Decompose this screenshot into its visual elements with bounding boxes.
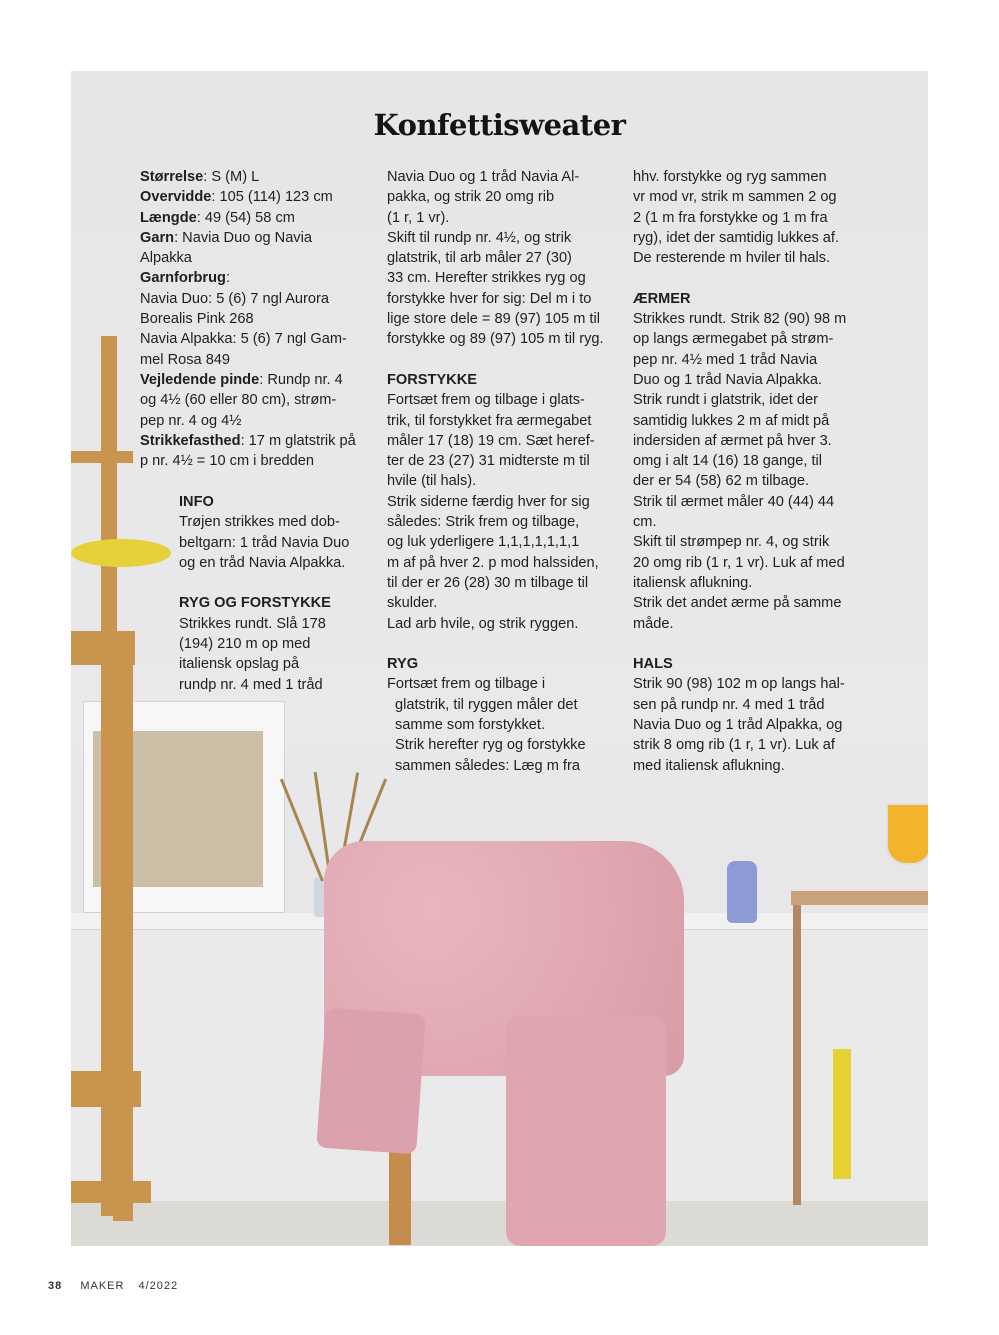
column-1 bbox=[140, 167, 356, 471]
magazine-name: MAKER bbox=[80, 1280, 125, 1292]
spec-line: p nr. 4½ = 10 cm i bredden bbox=[140, 453, 315, 470]
text-line: italiensk aflukning. bbox=[633, 574, 753, 591]
text-line: samme som forstykket. bbox=[395, 717, 546, 734]
text-line: beltgarn: 1 tråd Navia Duo bbox=[179, 534, 350, 551]
text-line: 2 (1 m fra forstykke og 1 m fra bbox=[633, 209, 828, 226]
text-line: cm. bbox=[633, 514, 657, 531]
banana bbox=[71, 539, 171, 567]
column-3 bbox=[633, 167, 846, 776]
text-line: Lad arb hvile, og strik ryggen. bbox=[387, 615, 579, 632]
spec-line: Borealis Pink 268 bbox=[140, 311, 254, 328]
blue-bottle bbox=[727, 861, 757, 923]
text-line: 20 omg rib (1 r, 1 vr). Luk af med bbox=[633, 554, 845, 571]
sweater-body bbox=[506, 1016, 666, 1246]
text-line: 33 cm. Herefter strikkes ryg og bbox=[387, 270, 586, 287]
text-line: ter de 23 (27) 31 midterste m til bbox=[387, 453, 590, 470]
text-line: til der er 26 (28) 30 m tilbage til bbox=[387, 574, 589, 591]
text-line: m af på hver 2. p mod halssiden, bbox=[387, 554, 599, 571]
text-line: Strik til ærmet måler 40 (44) 44 bbox=[633, 493, 835, 510]
spec-line: pep nr. 4 og 4½ bbox=[140, 412, 242, 429]
section-heading-aermer: ÆRMER bbox=[633, 290, 691, 307]
page-title: Konfettisweater bbox=[373, 108, 626, 142]
spec-line: Overvidde: 105 (114) 123 cm bbox=[140, 189, 333, 206]
juice-glass bbox=[886, 803, 928, 865]
text-line: Strik det andet ærme på samme bbox=[633, 595, 842, 612]
text-line: Skift til strømpep nr. 4, og strik bbox=[633, 534, 830, 551]
column-1-sections bbox=[179, 492, 349, 695]
issue-number: 4/2022 bbox=[138, 1280, 179, 1292]
text-line: med italiensk aflukning. bbox=[633, 757, 785, 774]
text-line: hhv. forstykke og ryg sammen bbox=[633, 169, 827, 185]
text-line: og en tråd Navia Alpakka. bbox=[179, 554, 346, 571]
easel-base bbox=[71, 1181, 151, 1203]
text-line: således: Strik frem og tilbage, bbox=[387, 514, 580, 531]
spec-line: Størrelse: S (M) L bbox=[140, 169, 260, 185]
spec-line: Garnforbrug: bbox=[140, 270, 231, 287]
easel-bar bbox=[71, 451, 133, 463]
easel-bar bbox=[71, 1071, 141, 1107]
text-line: sammen således: Læg m fra bbox=[395, 757, 580, 774]
page-footer bbox=[48, 1280, 178, 1292]
text-line: rundp nr. 4 med 1 tråd bbox=[179, 676, 323, 693]
text-line: glatstrik, til ryggen måler det bbox=[395, 696, 578, 713]
text-line: pakka, og strik 20 omg rib bbox=[387, 189, 555, 206]
text-line: Strik herefter ryg og forstykke bbox=[395, 737, 586, 754]
text-line: Duo og 1 tråd Navia Alpakka. bbox=[633, 371, 823, 388]
text-line: og luk yderligere 1,1,1,1,1,1,1 bbox=[387, 534, 580, 551]
sweater-sleeve bbox=[316, 1008, 426, 1155]
spec-line: Garn: Navia Duo og Navia bbox=[140, 229, 312, 246]
text-line: vr mod vr, strik m sammen 2 og bbox=[633, 189, 837, 206]
text-line: forstykke og 89 (97) 105 m til ryg. bbox=[387, 331, 604, 348]
text-line: lige store dele = 89 (97) 105 m til bbox=[387, 311, 600, 328]
column-2 bbox=[387, 167, 604, 776]
text-line: (1 r, 1 vr). bbox=[387, 209, 450, 226]
section-heading-info: INFO bbox=[179, 494, 214, 510]
text-line: Fortsæt frem og tilbage i glats- bbox=[387, 392, 585, 409]
spec-line: Alpakka bbox=[140, 250, 192, 267]
spec-line: Navia Duo: 5 (6) 7 ngl Aurora bbox=[140, 290, 330, 307]
text-line: De resterende m hviler til hals. bbox=[633, 250, 831, 267]
text-line: Strik rundt i glatstrik, idet der bbox=[633, 392, 818, 409]
easel-leg bbox=[113, 631, 133, 1221]
text-line: pep nr. 4½ med 1 tråd Navia bbox=[633, 351, 818, 368]
text-line: omg i alt 14 (16) 18 gange, til bbox=[633, 453, 823, 470]
text-line: (194) 210 m op med bbox=[179, 636, 311, 653]
text-line: der er 54 (58) 62 m tilbage. bbox=[633, 473, 810, 490]
text-line: Navia Duo og 1 tråd Alpakka, og bbox=[633, 717, 843, 734]
section-heading-forstykke: FORSTYKKE bbox=[387, 371, 477, 388]
text-line: indersiden af ærmet på hver 3. bbox=[633, 432, 832, 449]
text-line: Skift til rundp nr. 4½, og strik bbox=[387, 229, 572, 246]
spec-line: Strikkefasthed: 17 m glatstrik på bbox=[140, 432, 356, 449]
text-line: italiensk opslag på bbox=[179, 656, 300, 673]
text-line: Strikkes rundt. Strik 82 (90) 98 m bbox=[633, 311, 847, 328]
text-line: glatstrik, til arb måler 27 (30) bbox=[387, 250, 572, 267]
text-line: Strikkes rundt. Slå 178 bbox=[179, 615, 326, 632]
spec-line: Længde: 49 (54) 58 cm bbox=[140, 209, 295, 226]
section-heading-ryg: RYG bbox=[387, 656, 419, 673]
text-line: måde. bbox=[633, 615, 674, 632]
text-line: Fortsæt frem og tilbage i bbox=[387, 676, 546, 693]
side-table bbox=[791, 891, 928, 905]
text-line: ryg), idet der samtidig lukkes af. bbox=[633, 229, 840, 246]
text-line: samtidig lukkes 2 m af midt på bbox=[633, 412, 830, 429]
section-heading-ryg-og-forstykke: RYG OG FORSTYKKE bbox=[179, 595, 331, 612]
spec-line: mel Rosa 849 bbox=[140, 351, 231, 368]
text-line: Strik siderne færdig hver for sig bbox=[387, 493, 590, 510]
text-line: Navia Duo og 1 tråd Navia Al- bbox=[387, 169, 580, 185]
text-line: sen på rundp nr. 4 med 1 tråd bbox=[633, 696, 825, 713]
text-line: forstykke hver for sig: Del m i to bbox=[387, 290, 592, 307]
floor bbox=[71, 1201, 928, 1246]
text-line: op langs ærmegabet på strøm- bbox=[633, 331, 834, 348]
page-number: 38 bbox=[48, 1280, 63, 1292]
yellow-ruler bbox=[833, 1049, 851, 1179]
text-line: hvile (til hals). bbox=[387, 473, 477, 490]
text-line: måler 17 (18) 19 cm. Sæt heref- bbox=[387, 432, 595, 449]
table-leg bbox=[793, 905, 801, 1205]
text-line: strik 8 omg rib (1 r, 1 vr). Luk af bbox=[633, 737, 835, 754]
easel-tray bbox=[71, 631, 135, 665]
text-line: skulder. bbox=[387, 595, 438, 612]
text-line: Strik 90 (98) 102 m op langs hal- bbox=[633, 676, 845, 693]
text-line: Trøjen strikkes med dob- bbox=[179, 514, 340, 531]
text-line: trik, til forstykket fra ærmegabet bbox=[387, 412, 592, 429]
spec-line: og 4½ (60 eller 80 cm), strøm- bbox=[140, 392, 337, 409]
spec-line: Vejledende pinde: Rundp nr. 4 bbox=[140, 371, 343, 388]
spec-line: Navia Alpakka: 5 (6) 7 ngl Gam- bbox=[140, 331, 347, 348]
section-heading-hals: HALS bbox=[633, 656, 673, 673]
